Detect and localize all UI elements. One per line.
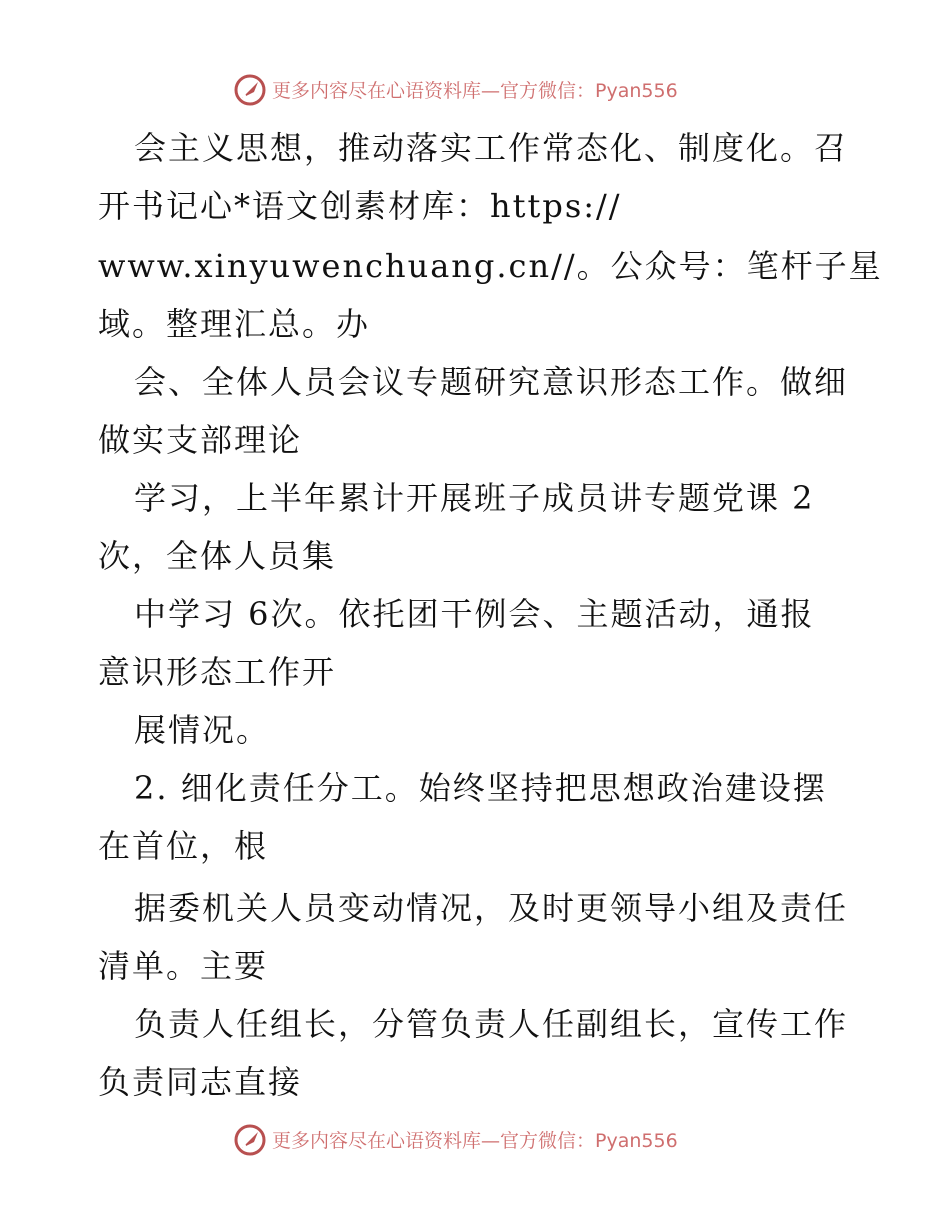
- header-watermark-banner: [0, 70, 950, 110]
- banner-text: 更多内容尽在心语资料库—官方微信：Pyan556: [272, 1130, 678, 1152]
- text-line: 学习，上半年累计开展班子成员讲专题党课 2: [134, 479, 815, 517]
- text-line: 次，全体人员集: [98, 537, 337, 575]
- text-line: 负责同志直接: [98, 1063, 303, 1101]
- text-line: 意识形态工作开: [98, 653, 337, 691]
- text-line: 负责人任组长，分管负责人任副组长，宣传工作: [134, 1005, 849, 1043]
- text-line: 清单。主要: [98, 947, 269, 985]
- text-line: 开书记心*语文创素材库：https://: [98, 187, 622, 225]
- wechat-handle: Pyan556: [595, 80, 678, 102]
- quill-logo-icon: [232, 1122, 268, 1158]
- banner-text: 更多内容尽在心语资料库—官方微信：Pyan556: [272, 80, 678, 102]
- text-line: 域。整理汇总。办: [98, 305, 371, 343]
- wechat-handle: Pyan556: [595, 1130, 678, 1152]
- text-line: 2. 细化责任分工。始终坚持把思想政治建设摆: [134, 769, 827, 807]
- text-line: 会、全体人员会议专题研究意识形态工作。做细: [134, 363, 849, 401]
- text-line: 中学习 6次。依托团干例会、主题活动，通报: [134, 595, 815, 633]
- quill-logo-icon: [232, 72, 268, 108]
- text-line: 在首位，根: [98, 827, 269, 865]
- text-line: www.xinyuwenchuang.cn//。公众号：笔杆子星: [98, 247, 883, 285]
- text-line: 做实支部理论: [98, 421, 303, 459]
- footer-watermark-banner: [0, 1120, 950, 1160]
- text-line: 展情况。: [134, 711, 271, 749]
- text-line: 会主义思想，推动落实工作常态化、制度化。召: [134, 129, 849, 167]
- text-line: 据委机关人员变动情况，及时更领导小组及责任: [134, 889, 849, 927]
